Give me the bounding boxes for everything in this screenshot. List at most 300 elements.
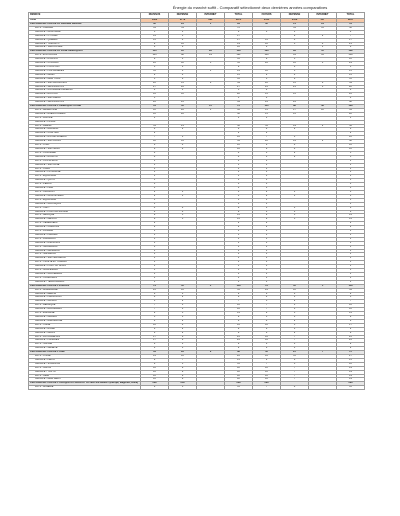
cell-value: 13 (141, 38, 169, 42)
cell-value: 1 (225, 249, 253, 253)
cell-value: 2 (141, 194, 169, 198)
total-value: 417 (309, 19, 337, 23)
cell-value: 5 (141, 300, 169, 304)
cell-value: 7 (141, 304, 169, 308)
cell-value: 5 (169, 386, 197, 390)
cell-value: 1 (141, 237, 169, 241)
cell-value: 33 (225, 108, 253, 112)
cell-value: 12 (225, 46, 253, 50)
cell-value: 1 (253, 198, 281, 202)
row-label: CIRCONSCRIPTION DE L'ASIE (29, 351, 141, 355)
cell-value: 1 (169, 194, 197, 198)
cell-value: 1 (225, 233, 253, 237)
row-label: PAYS - BOLIVIE (29, 116, 141, 120)
cell-value: 6 (169, 339, 197, 343)
cell-value: 93 (281, 50, 309, 54)
cell-value: 31 (141, 124, 169, 128)
cell-value: 1 (253, 237, 281, 241)
cell-value: 1 (225, 265, 253, 269)
total-value: 1302 (141, 19, 169, 23)
cell-value: 6 (253, 292, 281, 296)
cell-value: 23 (225, 339, 253, 343)
cell-value: 18 (225, 378, 253, 382)
cell-value: 17 (141, 335, 169, 339)
cell-value: 1 (141, 253, 169, 257)
cell-value: 6 (141, 148, 169, 152)
cell-value: 2 (225, 132, 253, 136)
cell-value: 7 (281, 378, 309, 382)
cell-value: 14 (337, 312, 365, 316)
cell-value: 8 (225, 315, 253, 319)
column-header: DEPENSE (281, 13, 309, 19)
cell-value: 4 (169, 210, 197, 214)
cell-value: 2 (309, 34, 337, 38)
cell-value: 3 (141, 183, 169, 187)
cell-value: 4 (253, 89, 281, 93)
row-label: GROUPE - MIAMI (29, 73, 141, 77)
cell-value: 21 (169, 124, 197, 128)
cell-value: 6 (309, 81, 337, 85)
cell-value: 1 (337, 167, 365, 171)
cell-value: 6 (253, 347, 281, 351)
cell-value: 1 (253, 245, 281, 249)
cell-value: 3 (169, 69, 197, 73)
cell-value: 1 (225, 202, 253, 206)
cell-value: 41 (337, 23, 365, 27)
cell-value: 110 (253, 105, 281, 109)
cell-value: 2 (253, 132, 281, 136)
cell-value: 7 (337, 34, 365, 38)
cell-value: 26 (253, 62, 281, 66)
cell-value: 24 (253, 288, 281, 292)
cell-value: 3 (253, 155, 281, 159)
cell-value: 10 (281, 288, 309, 292)
cell-value: 4 (337, 30, 365, 34)
cell-value: 1 (141, 230, 169, 234)
cell-value: 1 (141, 265, 169, 269)
cell-value: 23 (337, 335, 365, 339)
row-label: PAYS - ARGENTINE (29, 108, 141, 112)
cell-value: 4 (169, 323, 197, 327)
row-label: PAYS - ALGÉRIE (29, 386, 141, 390)
cell-value: 41 (141, 26, 169, 30)
cell-value: 16 (225, 323, 253, 327)
cell-value: 8 (225, 210, 253, 214)
cell-value: 1 (337, 261, 365, 265)
cell-value: 18 (141, 140, 169, 144)
cell-value: 28 (337, 112, 365, 116)
cell-value: 9 (141, 73, 169, 77)
cell-value: 5 (337, 155, 365, 159)
cell-value: 3 (169, 58, 197, 62)
cell-value: 5 (141, 65, 169, 69)
cell-value: 1 (169, 89, 197, 93)
cell-value: 16 (253, 339, 281, 343)
cell-value: 2 (281, 300, 309, 304)
row-label: GROUPE - RIO DE JANEIRO (29, 136, 141, 140)
cell-value: 4 (169, 148, 197, 152)
row-label: GROUPE - LA HAVANE (29, 171, 141, 175)
cell-value: 10 (337, 144, 365, 148)
cell-value: 2 (337, 222, 365, 226)
cell-value: 10 (141, 378, 169, 382)
cell-value: 6 (169, 77, 197, 81)
row-label: GROUPE - MONTEVIDEO (29, 194, 141, 198)
cell-value: 25 (281, 351, 309, 355)
row-label: GROUPE - LONDRES (29, 339, 141, 343)
row-label: GROUPE - BERLIN (29, 292, 141, 296)
cell-value: 31 (281, 26, 309, 30)
cell-value: 126 (253, 50, 281, 54)
cell-value: 12 (169, 288, 197, 292)
row-label: GROUPE - TORONTO (29, 42, 141, 46)
row-label: PAYS - PANAMA (29, 230, 141, 234)
cell-value: 3 (169, 347, 197, 351)
row-label: PAYS - VENEZUELA (29, 222, 141, 226)
cell-value: 3 (225, 190, 253, 194)
cell-value: 39 (225, 81, 253, 85)
cell-value: 11 (141, 69, 169, 73)
cell-value: 14 (141, 34, 169, 38)
cell-value: 3 (281, 210, 309, 214)
cell-value: 10 (141, 370, 169, 374)
cell-value: 1 (253, 163, 281, 167)
cell-value: 1 (225, 175, 253, 179)
cell-value: 3 (253, 206, 281, 210)
row-label: PAYS - COSTA RICA (29, 159, 141, 163)
row-label: GROUPE - OTTAWA (29, 34, 141, 38)
cell-value: 68 (225, 351, 253, 355)
cell-value: 26 (141, 62, 169, 66)
cell-value: 1 (225, 230, 253, 234)
cell-value: 7 (281, 374, 309, 378)
cell-value: 6 (337, 319, 365, 323)
cell-value: 118 (253, 54, 281, 58)
cell-value: 56 (337, 124, 365, 128)
row-label: GROUPE - CHICAGO (29, 62, 141, 66)
row-label: GROUPE - GUATEMALA (29, 273, 141, 277)
cell-value: 3 (309, 85, 337, 89)
cell-value: 1 (253, 276, 281, 280)
cell-value: 28 (169, 351, 197, 355)
cell-value: 7 (281, 370, 309, 374)
cell-value: 3 (169, 65, 197, 69)
cell-value: 34 (337, 108, 365, 112)
cell-value: 2 (281, 319, 309, 323)
cell-value: 6 (169, 335, 197, 339)
cell-value: 1 (253, 257, 281, 261)
cell-value: 4 (141, 89, 169, 93)
cell-value: 3 (281, 315, 309, 319)
cell-value (197, 386, 225, 390)
cell-value: 72 (337, 351, 365, 355)
cell-value: 6 (225, 128, 253, 132)
cell-value: 1 (337, 273, 365, 277)
cell-value: 13 (281, 93, 309, 97)
cell-value: 268 (225, 382, 253, 386)
cell-value: 14 (281, 140, 309, 144)
row-label: GROUPE - PORT-AU-PRINCE (29, 210, 141, 214)
cell-value: 20 (141, 81, 169, 85)
cell-value: 113 (141, 54, 169, 58)
cell-value: 18 (309, 108, 337, 112)
row-label: CIRCONSCRIPTION DE LA ZONE AMÉRIQUES (29, 50, 141, 54)
cell-value: 1 (225, 179, 253, 183)
cell-value: 12 (253, 374, 281, 378)
cell-value: 2 (309, 140, 337, 144)
cell-value: 15 (225, 358, 253, 362)
cell-value: 1 (141, 273, 169, 277)
cell-value: 2 (309, 124, 337, 128)
cell-value: 1 (225, 159, 253, 163)
cell-value: 1 (281, 190, 309, 194)
cell-value: 6 (337, 210, 365, 214)
cell-value: 20 (169, 108, 197, 112)
cell-value: 6 (141, 144, 169, 148)
row-label: GROUPE - NEW DELHI (29, 378, 141, 382)
row-label: PAYS - BRÉSIL (29, 124, 141, 128)
cell-value: 19 (281, 124, 309, 128)
cell-value: 1 (337, 245, 365, 249)
cell-value: 12 (169, 93, 197, 97)
cell-value: 48 (337, 101, 365, 105)
cell-value: 12 (253, 323, 281, 327)
cell-value: 1 (141, 257, 169, 261)
cell-value: 4 (253, 128, 281, 132)
cell-value: 6 (253, 343, 281, 347)
total-value: 2558 (281, 19, 309, 23)
cell-value: 8 (169, 374, 197, 378)
cell-value: 35 (281, 284, 309, 288)
cell-value: 12 (253, 366, 281, 370)
cell-value: 3 (337, 190, 365, 194)
cell-value: 24 (253, 101, 281, 105)
row-label: GROUPE - BRUXELLES (29, 308, 141, 312)
cell-value: 9 (337, 343, 365, 347)
cell-value: 9 (225, 347, 253, 351)
row-label: GROUPE - BOSTON (29, 93, 141, 97)
cell-value: 7 (253, 304, 281, 308)
cell-value (309, 386, 337, 390)
cell-value: 1 (197, 69, 225, 73)
cell-value: 4 (225, 151, 253, 155)
cell-value: 1 (253, 171, 281, 175)
row-label: GROUPE - FRANCFORT (29, 296, 141, 300)
cell-value: 8 (169, 378, 197, 382)
cell-value: 1 (225, 273, 253, 277)
cell-value: 286 (253, 382, 281, 386)
cell-value: 8 (337, 315, 365, 319)
cell-value: 2 (225, 222, 253, 226)
row-label: PAYS - TRINITÉ ET TOBAGO (29, 261, 141, 265)
cell-value: 6 (197, 351, 225, 355)
cell-value: 34 (225, 140, 253, 144)
cell-value: 1 (169, 30, 197, 34)
cell-value: 15 (337, 69, 365, 73)
cell-value: 1 (225, 163, 253, 167)
cell-value: 23 (337, 339, 365, 343)
cell-value: 1 (337, 276, 365, 280)
table-row (29, 386, 365, 390)
cell-value: 16 (169, 140, 197, 144)
cell-value: 28 (225, 93, 253, 97)
cell-value: 1 (337, 280, 365, 284)
cell-value: 1 (225, 116, 253, 120)
cell-value: 5 (169, 214, 197, 218)
cell-value: 91 (281, 54, 309, 58)
cell-value: 3 (169, 308, 197, 312)
cell-value: 1 (141, 159, 169, 163)
cell-value: 4 (253, 97, 281, 101)
cell-value: 8 (141, 58, 169, 62)
row-label: GROUPE - MADRID (29, 315, 141, 319)
row-label: PAYS - ÉQUATEUR (29, 198, 141, 202)
cell-value: 9 (253, 214, 281, 218)
row-label: GROUPE - LA PAZ (29, 120, 141, 124)
row-label: GROUPE - NOUVELLE-ORLÉANS (29, 89, 141, 93)
cell-value: 31 (169, 26, 197, 30)
cell-value: 1 (169, 190, 197, 194)
cell-value: 2 (281, 151, 309, 155)
cell-value: 2 (281, 331, 309, 335)
row-label: GROUPE - BUENOS AIRES (29, 112, 141, 116)
cell-value: 10 (141, 366, 169, 370)
cell-value: 8 (253, 58, 281, 62)
row-label: GROUPE - MUNICH (29, 300, 141, 304)
row-label: PAYS - ITALIE (29, 323, 141, 327)
row-label: GROUPE - BARCELONE (29, 319, 141, 323)
cell-value: 1 (281, 194, 309, 198)
cell-value: 27 (337, 355, 365, 359)
cell-value: 17 (225, 38, 253, 42)
row-label: PAYS - HONDURAS (29, 276, 141, 280)
cell-value: 5 (281, 362, 309, 366)
cell-value: 9 (253, 73, 281, 77)
cell-value: 14 (225, 312, 253, 316)
cell-value: 25 (253, 85, 281, 89)
cell-value: 11 (225, 58, 253, 62)
cell-value: 5 (169, 312, 197, 316)
cell-value: 7 (281, 339, 309, 343)
cell-value: 6 (253, 331, 281, 335)
cell-value: 1 (281, 30, 309, 34)
cell-value: 3 (281, 327, 309, 331)
row-label: GROUPE - ASUNCION (29, 241, 141, 245)
cell-value: 8 (337, 331, 365, 335)
cell-value: 3 (281, 206, 309, 210)
cell-value: 4 (281, 386, 309, 390)
cell-value: 1 (337, 241, 365, 245)
row-label: GROUPE - NEW YORK (29, 77, 141, 81)
row-label: GROUPE - MANAGUA (29, 249, 141, 253)
cell-value: 14 (225, 69, 253, 73)
cell-value: 4 (337, 89, 365, 93)
cell-value: 15 (253, 108, 281, 112)
total-value: 2267 (337, 19, 365, 23)
table-body (29, 23, 365, 390)
cell-value: 31 (141, 105, 169, 109)
cell-value: 11 (225, 386, 253, 390)
cell-value: 40 (253, 351, 281, 355)
cell-value: 5 (197, 62, 225, 66)
total-value: 2779 (169, 19, 197, 23)
cell-value: 9 (141, 42, 169, 46)
cell-value: 4 (281, 148, 309, 152)
row-label: PAYS - ÉQUATEUR (29, 175, 141, 179)
cell-value: 7 (253, 362, 281, 366)
cell-value: 35 (169, 284, 197, 288)
cell-value: 1 (309, 46, 337, 50)
cell-value: 2 (169, 327, 197, 331)
column-header: DEPENSE (169, 13, 197, 19)
cell-value: 2 (253, 190, 281, 194)
cell-value: 18 (225, 366, 253, 370)
cell-value: 16 (281, 62, 309, 66)
cell-value: 6 (169, 46, 197, 50)
row-label: PAYS - PARAGUAY (29, 237, 141, 241)
cell-value: 2 (141, 222, 169, 226)
cell-value: 3 (253, 210, 281, 214)
row-label: PAYS - CUBA (29, 167, 141, 171)
total-value: 3871 (225, 19, 253, 23)
cell-value: 49 (225, 101, 253, 105)
cell-value: 1 (253, 241, 281, 245)
row-label: GROUPE - ROME (29, 327, 141, 331)
row-label: GROUPE - SANTIAGO (29, 148, 141, 152)
cell-value: 3 (253, 151, 281, 155)
row-label: PAYS - CHINE (29, 355, 141, 359)
cell-value: 12 (337, 362, 365, 366)
cell-value: 8 (141, 358, 169, 362)
row-label: GROUPE - VANCOUVER (29, 46, 141, 50)
cell-value: 6 (197, 81, 225, 85)
cell-value: 95 (169, 50, 197, 54)
cell-value: 35 (225, 288, 253, 292)
cell-value: 128 (337, 105, 365, 109)
cell-value: 17 (337, 323, 365, 327)
cell-value: 9 (253, 218, 281, 222)
cell-value: 1 (337, 116, 365, 120)
cell-value: 3 (169, 343, 197, 347)
cell-value: 26 (169, 85, 197, 89)
cell-value: 9 (225, 292, 253, 296)
cell-value: 15 (197, 105, 225, 109)
cell-value: 3 (169, 315, 197, 319)
row-label: GROUPE - TEGUCIGALPA (29, 280, 141, 284)
cell-value: 5 (169, 218, 197, 222)
cell-value: 1 (141, 167, 169, 171)
cell-value: 6 (281, 358, 309, 362)
cell-value: 14 (281, 23, 309, 27)
cell-value: 29 (197, 54, 225, 58)
cell-value: 3 (281, 65, 309, 69)
cell-value: 6 (141, 347, 169, 351)
cell-value: 32 (141, 23, 169, 27)
cell-value: 2 (169, 296, 197, 300)
cell-value: 1 (197, 108, 225, 112)
cell-value: 12 (253, 378, 281, 382)
cell-value: 28 (337, 85, 365, 89)
cell-value: 10 (225, 308, 253, 312)
cell-value: 5 (253, 300, 281, 304)
cell-value: 1 (253, 269, 281, 273)
cell-value: 14 (337, 214, 365, 218)
cell-value: 27 (225, 85, 253, 89)
cell-value: 5 (253, 315, 281, 319)
cell-value: 5 (169, 362, 197, 366)
row-label: GROUPE - LIMA (29, 187, 141, 191)
cell-value: 4 (141, 151, 169, 155)
